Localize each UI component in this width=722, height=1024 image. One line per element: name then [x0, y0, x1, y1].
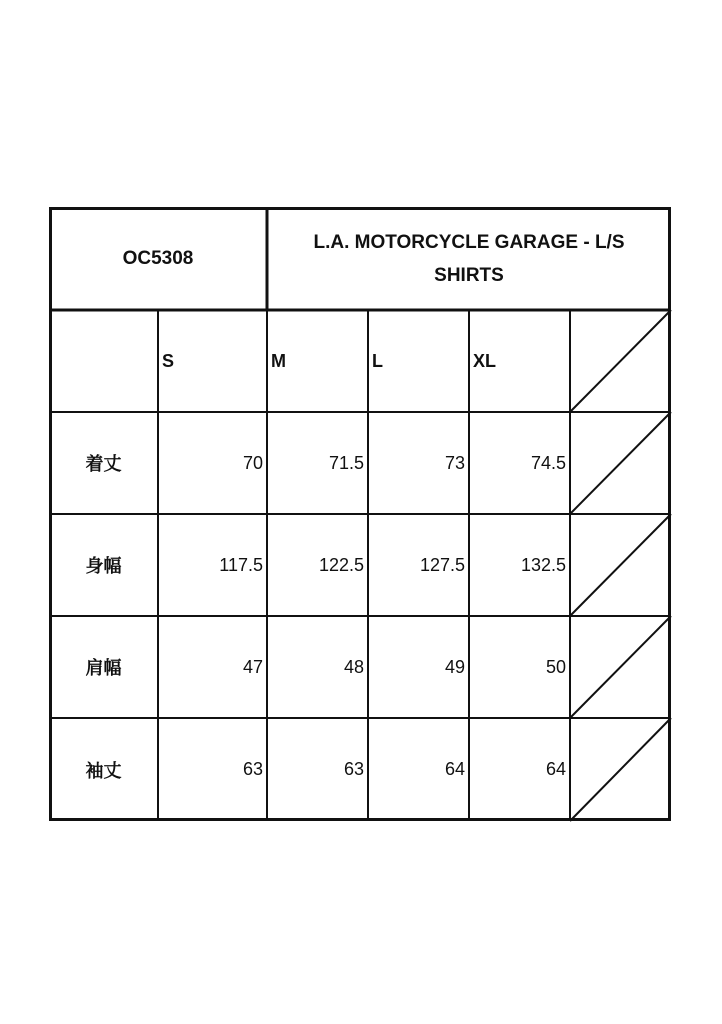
empty-cell-slash — [570, 412, 671, 514]
table-cell: 132.5 — [520, 554, 566, 575]
empty-cell-slash — [570, 616, 671, 718]
table-cell: 49 — [444, 656, 465, 677]
product-code: OC5308 — [122, 247, 194, 269]
product-title-line-1: L.A. MOTORCYCLE GARAGE - L/S — [313, 231, 625, 253]
table-cell: 122.5 — [318, 554, 364, 575]
table-cell: 63 — [242, 759, 263, 779]
table-cell: 127.5 — [419, 554, 465, 575]
table-cell: 50 — [545, 656, 566, 677]
table-cell: 64 — [444, 759, 465, 779]
row-label-body-length: 着丈 — [85, 454, 122, 474]
size-chart-table — [49, 207, 671, 821]
table-cell: 48 — [343, 656, 364, 677]
product-title-line-2: SHIRTS — [434, 264, 504, 286]
table-cell: 71.5 — [328, 452, 364, 473]
table-cell: 64 — [545, 759, 566, 779]
size-header-xl: XL — [473, 350, 497, 371]
table-cell: 117.5 — [219, 554, 263, 575]
table-cell: 74.5 — [530, 452, 566, 473]
table-cell: 70 — [242, 452, 263, 473]
row-label-sleeve-length: 袖丈 — [85, 760, 122, 781]
product-title — [267, 207, 671, 310]
table-cell: 47 — [242, 656, 263, 677]
size-header-m: M — [271, 350, 286, 371]
row-label-body-width: 身幅 — [85, 556, 122, 576]
size-header-s: S — [162, 350, 175, 371]
empty-cell-slash — [570, 310, 671, 412]
table-cell: 73 — [444, 452, 465, 473]
table-cell: 63 — [343, 759, 364, 779]
row-label-shoulder-width: 肩幅 — [85, 658, 122, 678]
size-header-l: L — [372, 350, 383, 371]
empty-cell-slash — [570, 718, 671, 821]
empty-cell-slash — [570, 514, 671, 616]
